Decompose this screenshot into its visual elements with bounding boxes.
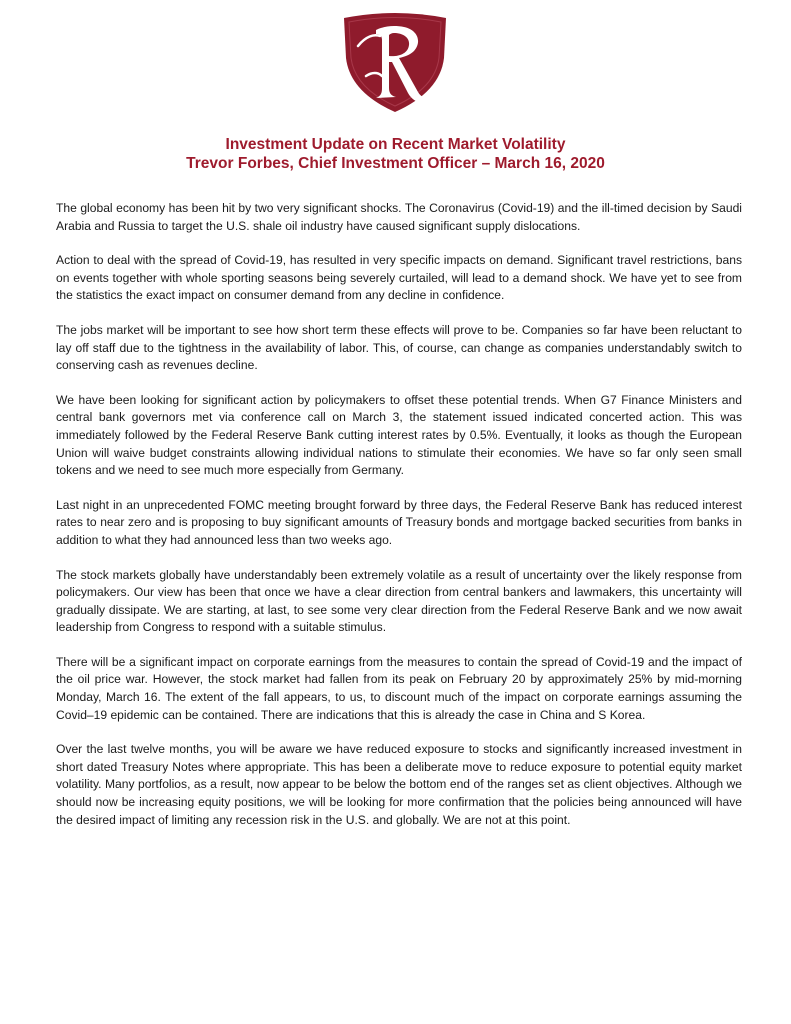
paragraph: The stock markets globally have understandably been extremely volatile as a result of uncertainty over the likely response from policymakers. Our view has been that once we have a clear direction from central bankers and lawmakers, this uncertainty will gradually dissipate. We are starting, at last, to see some very clear direction from the Federal Reserve Bank and we now await leadership from Congress to respond with a suitable stimulus.: [56, 567, 742, 635]
paragraph: Action to deal with the spread of Covid-19, has resulted in very specific impacts on demand. Significant travel restrictions, bans on events together with whole sporting seasons being severely curtailed, will lead to a demand shock. We have yet to see from the statistics the exact impact on consumer demand from any decline in confidence.: [56, 253, 742, 303]
paragraph: The jobs market will be important to see how short term these effects will prove to be. Companies so far have been reluctant to lay off staff due to the tightness in the availability of labor. This, of course, can change as companies understandably switch to conserving cash as revenues decline.: [56, 322, 742, 373]
paragraph: We have been looking for significant action by policymakers to offset these potential trends. When G7 Finance Ministers and central bank governors met via conference call on March 3, the statement issued indicated concerted action. This was immediately followed by the Federal Reserve Bank cutting interest rates by 0.5%. Eventually, it looks as though the European Union will waive budget constraints allowing individual nations to stimulate their economies. We have so far only seen small tokens and we need to see much more especially from Germany.: [56, 392, 742, 478]
document-title: Investment Update on Recent Market Volatility: [225, 136, 566, 153]
paragraph: There will be a significant impact on corporate earnings from the measures to contain the spread of Covid-19 and the impact of the oil price war. However, the stock market had fallen from its peak on February 20 by approximately 25% by mid-morning Monday, March 16. The extent of the fall appears, to us, to discount much of the impact on corporate earnings assuming the Covid–19 epidemic can be contained. There are indications that this is already the case in China and S Korea.: [56, 654, 742, 722]
document-heading: [0, 135, 791, 173]
paragraph: The global economy has been hit by two very significant shocks. The Coronavirus (Covid-19) and the ill-timed decision by Saudi Arabia and Russia to target the U.S. shale oil industry have caused significant supply dislocations.: [56, 201, 742, 233]
document-byline: Trevor Forbes, Chief Investment Officer – March 16, 2020: [186, 155, 605, 172]
paragraph: Last night in an unprecedented FOMC meeting brought forward by three days, the Federal Reserve Bank has reduced interest rates to near zero and is proposing to buy significant amounts of Treasury bonds and mortgage backed securities from banks in addition to what they had announced less than two weeks ago.: [56, 497, 742, 547]
letter-body: [56, 200, 742, 846]
paragraph: Over the last twelve months, you will be aware we have reduced exposure to stocks and significantly increased investment in short dated Treasury Notes where appropriate. This has been a deliberate move to reduce exposure to potential equity market volatility. Many portfolios, as a result, now appear to be below the bottom end of the ranges set as client objectives. Although we should now be increasing equity positions, we will be looking for more confirmation that the policies being announced will have the desired impact of limiting any recession risk in the U.S. and globally. We are not at this point.: [56, 742, 742, 827]
shield-logo-icon: [336, 6, 454, 114]
